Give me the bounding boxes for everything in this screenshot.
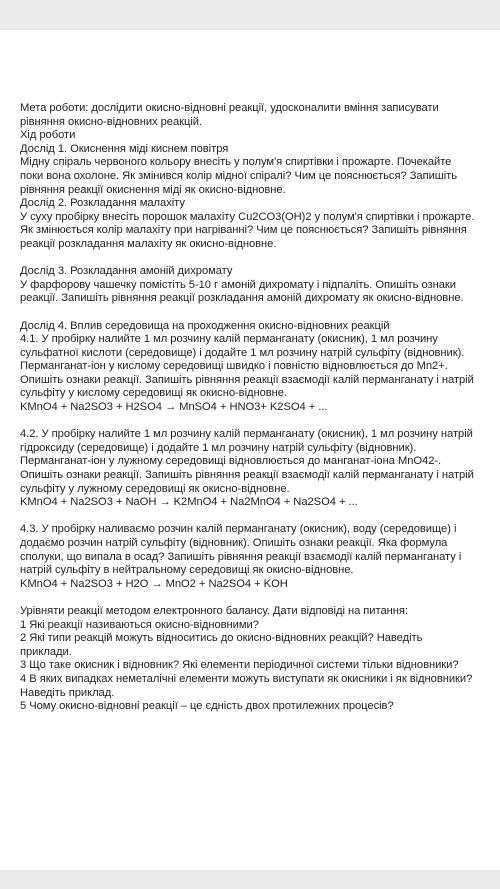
spacer xyxy=(20,415,490,429)
exp3-line: У фарфорову чашечку помістіть 5-10 г амоній дихромату і підпаліть. Опишіть ознаки xyxy=(20,278,456,291)
exp4-3-line: сполуки, що випала в осад? Запишіть рівняння реакції взаємодії калій перманганату і xyxy=(20,550,462,563)
spacer xyxy=(20,510,490,524)
exp3-title: Дослід 3. Розкладання амоній дихромату xyxy=(20,265,233,278)
exp4-2-line: 4.2. У пробірку налийте 1 мл розчину калій перманганату (окисник), 1 мл розчину натрій xyxy=(20,428,473,441)
exp1-line: поки вона охолоне. Як змінився колір мідної спіралі? Чим це пояснюється? Запишіть xyxy=(20,169,458,182)
question-line: 2 Які типи реакцій можуть відноситись до окисно-відновних реакцій? Наведіть xyxy=(20,632,423,645)
exp4-2-line: Перманганат-іон у лужному середовищі відновлюється до манганат-іона MnO42-. xyxy=(20,455,442,468)
spacer xyxy=(20,252,490,266)
exp4-1-line: Перманганат-іон у кислому середовищі швидко і повністю відновлюється до Mn2+. xyxy=(20,360,448,373)
question-line: приклади. xyxy=(20,645,72,658)
question-line: 3 Що таке окисник і відновник? Які елементи періодичної системи тільки відновники? xyxy=(20,659,459,672)
question-line: 5 Чому окисно-відновні реакції – це єдність двох протилежних процесів? xyxy=(20,700,394,713)
document-page xyxy=(0,30,500,870)
exp4-3-line: натрій сульфіту в нейтральному середовищі як окисно-відновне. xyxy=(20,564,354,577)
progress-heading: Хід роботи xyxy=(20,129,76,142)
exp4-title: Дослід 4. Вплив середовища на проходження окисно-відновних реакцій xyxy=(20,319,390,332)
question-line: Наведіть приклад. xyxy=(20,686,115,699)
exp4-1-equation: KMnO4 + Na2SO3 + H2SO4 → MnSO4 + HNO3+ K2SO4 + ... xyxy=(20,401,328,414)
exp4-1-line: сульфатної кислоти (середовище) і додайте 1 мл розчину натрій сульфіту (відновник). xyxy=(20,346,465,359)
questions-intro: Урівняти реакції методом електронного балансу. Дати відповіді на питання: xyxy=(20,604,408,617)
document-text xyxy=(0,30,500,714)
exp1-line: Мідну спіраль червоного кольору внесіть у полум'я спиртівки і прожарте. Почекайте xyxy=(20,156,452,169)
exp4-2-line: сульфіту у лужному середовищі як окисно-відновне. xyxy=(20,482,290,495)
exp4-2-equation: KMnO4 + Na2SO3 + NaOH → K2MnO4 + Na2MnO4 + Na2SO4 + ... xyxy=(20,496,358,509)
spacer xyxy=(20,591,490,605)
exp2-line: Як змінюється колір малахіту при нагріванні? Чим це пояснюється? Запишіть рівняння xyxy=(20,224,467,237)
exp4-3-line: 4.3. У пробірку наливаємо розчин калій перманганату (окисник), воду (середовище) і xyxy=(20,523,457,536)
exp1-title: Дослід 1. Окиснення міді киснем повітря xyxy=(20,142,229,155)
goal-line-1: Мета роботи: дослідити окисно-відновні реакції, удосконалити вміння записувати xyxy=(20,102,439,114)
question-line: 4 В яких випадках неметалічні елементи можуть виступати як окисники і як відновники? xyxy=(20,672,473,685)
question-line: 1 Які реакції називаються окисно-відновними? xyxy=(20,618,259,631)
exp1-line: рівняння реакції окиснення міді як окисно-відновне. xyxy=(20,183,286,196)
exp4-3-equation: KMnO4 + Na2SO3 + H2O → MnO2 + Na2SO4 + KOH xyxy=(20,577,288,590)
exp3-line: реакції. Запишіть рівняння реакції розкладання амоній дихромату як окисно-відновне. xyxy=(20,292,464,305)
exp4-1-line: сульфіту у кислому середовищі як окисно-відновне. xyxy=(20,387,288,400)
exp4-1-line: Опишіть ознаки реакції. Запишіть рівняння реакції взаємодії калій перманганату і натрій xyxy=(20,373,474,386)
goal-line-2: рівняння окисно-відновних реакцій. xyxy=(20,115,203,128)
spacer xyxy=(20,306,490,320)
exp2-title: Дослід 2. Розкладання малахіту xyxy=(20,197,185,210)
exp4-2-line: Опишіть ознаки реакції. Запишіть рівняння реакції взаємодії калій перманганату і натрій xyxy=(20,469,474,482)
exp2-line: реакції розкладання малахіту як окисно-відновне. xyxy=(20,237,277,250)
exp2-line: У суху пробірку внесіть порошок малахіту Cu2CO3(OH)2 у полум'я спиртівки і прожарте. xyxy=(20,210,475,223)
exp4-2-line: гідроксиду (середовище) і додайте 1 мл розчину натрій сульфіту (відновник). xyxy=(20,441,417,454)
exp4-3-line: додаємо розчин натрій сульфіту (відновник). Опишіть ознаки реакції. Яка формула xyxy=(20,537,448,549)
exp4-1-line: 4.1. У пробірку налийте 1 мл розчину калій перманганату (окисник), 1 мл розчину xyxy=(20,333,438,346)
